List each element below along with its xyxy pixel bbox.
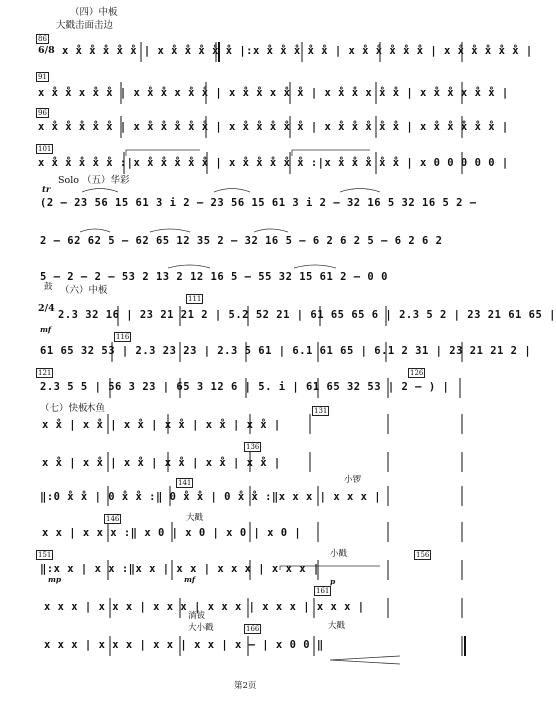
trill-mark: tr bbox=[42, 185, 51, 195]
section-7-instrument: 木鱼 bbox=[86, 403, 106, 414]
bar-number: 111 bbox=[188, 295, 202, 303]
instrument-cue: 小戳 bbox=[330, 549, 348, 559]
bar-number: 121 bbox=[38, 369, 52, 377]
page-footer: 第2页 bbox=[234, 681, 257, 691]
score-row-13: ‖:0 x̊ x̊ | 0 x̊ x̊ :‖ 0 x̊ x̊ | 0 x̊ x̊ :‖x x x | x x x | bbox=[40, 491, 382, 503]
dynamic-p: p bbox=[330, 577, 336, 586]
bar-number: 86 bbox=[38, 35, 47, 43]
bar-number: 156 bbox=[416, 551, 430, 559]
bar-number: 126 bbox=[410, 369, 424, 377]
dynamic-mf: mf bbox=[184, 575, 196, 584]
dynamic-mf: mf bbox=[40, 325, 52, 334]
score-row-2: x x̊ x̊ x x̊ x̊ | x x̊ x̊ x x̊ x̊ | x x̊ x̊ x x̊ x̊ | x x̊ x̊ x x̊ x̊ | x x̊ x̊ x x̊ x̊ | bbox=[38, 87, 509, 99]
score-row-17: x x x | x x x | x x | x x | x – | x 0 0 ‖ bbox=[44, 639, 324, 651]
score-row-12: x x̊ | x x̊ | x x̊ | x x̊ | x x̊ | x x̊ | bbox=[42, 457, 281, 469]
bar-number: 151 bbox=[38, 551, 52, 559]
bar-number: 146 bbox=[106, 515, 120, 523]
score-row-1: x x̊ x̊ x̊ x̊ x̊ | x x̊ x̊ x̊ x̊ x̊ |:x x̊ x̊ x̊ x̊ x̊ | x x̊ x̊ x̊ x̊ x̊ | x x̊ x̊ x̊ x̊ x̊ | bbox=[62, 45, 533, 57]
bar-number: 166 bbox=[246, 625, 260, 633]
bar-number: 136 bbox=[246, 443, 260, 451]
bar-number: 91 bbox=[38, 73, 47, 81]
instrument-cue: 大戳 bbox=[328, 621, 346, 631]
score-row-16: x x x | x x x | x x x | x x x | x x x | x x x | bbox=[44, 601, 365, 613]
section-4-instrument: 大戳击面击边 bbox=[56, 20, 114, 31]
section-5-label: Solo （五）华彩 bbox=[58, 175, 130, 186]
score-row-14: x x | x x x :‖ x 0 | x 0 | x 0 | x 0 | bbox=[42, 527, 302, 539]
instrument-cue: 淌钹 bbox=[188, 611, 206, 621]
time-signature-2-4: 2/4 bbox=[38, 303, 55, 314]
section-7-label: （七）快板 bbox=[40, 403, 88, 414]
bar-number: 141 bbox=[178, 479, 192, 487]
instrument-mark: 鼓 bbox=[44, 282, 53, 292]
score-row-15: ‖:x x | x x :‖x x | x x | x x x | x x x | bbox=[40, 563, 320, 575]
score-row-4: x x̊ x̊ x̊ x̊ x̊ :|x x̊ x̊ x̊ x̊ x̊ | x x̊ x̊ x̊ x̊ x̊ :|x x̊ x̊ x̊ x̊ x̊ | x 0 0 0 0 0 | bbox=[38, 157, 509, 169]
score-row-7: 5 – 2 – 2 – 53 2 13 2 12 16 5 – 55 32 15 61 2 – 0 0 bbox=[40, 271, 388, 283]
instrument-cue: 大戳 bbox=[186, 513, 204, 523]
bar-number: 116 bbox=[116, 333, 130, 341]
time-signature-6-8: 6/8 bbox=[38, 45, 55, 56]
instrument-cue: 小锣 bbox=[344, 475, 362, 485]
section-6-label: （六）中板 bbox=[60, 285, 108, 296]
score-row-11: x x̊ | x x̊ | x x̊ | x x̊ | x x̊ | x x̊ | bbox=[42, 419, 281, 431]
score-row-10: 2.3 5 5 | 56 3 23 | 65 3 12 6 | 5. i | 61 65 32 53 | 2 – ) | bbox=[40, 381, 450, 393]
score-row-9: 61 65 32 53 | 2.3 23 23 | 2.3 5 61 | 6.1 61 65 | 6.1 2 31 | 23 21 21 2 | bbox=[40, 345, 532, 357]
score-row-5: (2 – 23 56 15 61 3 i 2 – 23 56 15 61 3 i 2 – 32 16 5 32 16 5 2 – bbox=[40, 197, 477, 209]
score-row-6: 2 – 62 62 5 – 62 65 12 35 2 – 32 16 5 – 6 2 6 2 5 – 6 2 6 2 bbox=[40, 235, 443, 247]
bar-number: 101 bbox=[38, 145, 52, 153]
bar-number: 96 bbox=[38, 109, 47, 117]
score-row-3: x x̊ x̊ x̊ x̊ x̊ | x x̊ x̊ x̊ x̊ x̊ | x x̊ x̊ x̊ x̊ x̊ | x x̊ x̊ x̊ x̊ x̊ | x x̊ x̊ x̊ x̊ x̊ | bbox=[38, 121, 509, 133]
score-row-8: 2.3 32 16 | 23 21 21 2 | 5.2 52 21 | 61 65 65 6 | 2.3 5 2 | 23 21 61 65 | bbox=[58, 309, 556, 321]
bar-number: 161 bbox=[316, 587, 330, 595]
dynamic-mp: mp bbox=[48, 575, 62, 584]
bar-number: 131 bbox=[314, 407, 328, 415]
section-4-label: （四）中板 bbox=[70, 7, 118, 18]
instrument-cue: 大小戳 bbox=[188, 623, 214, 633]
